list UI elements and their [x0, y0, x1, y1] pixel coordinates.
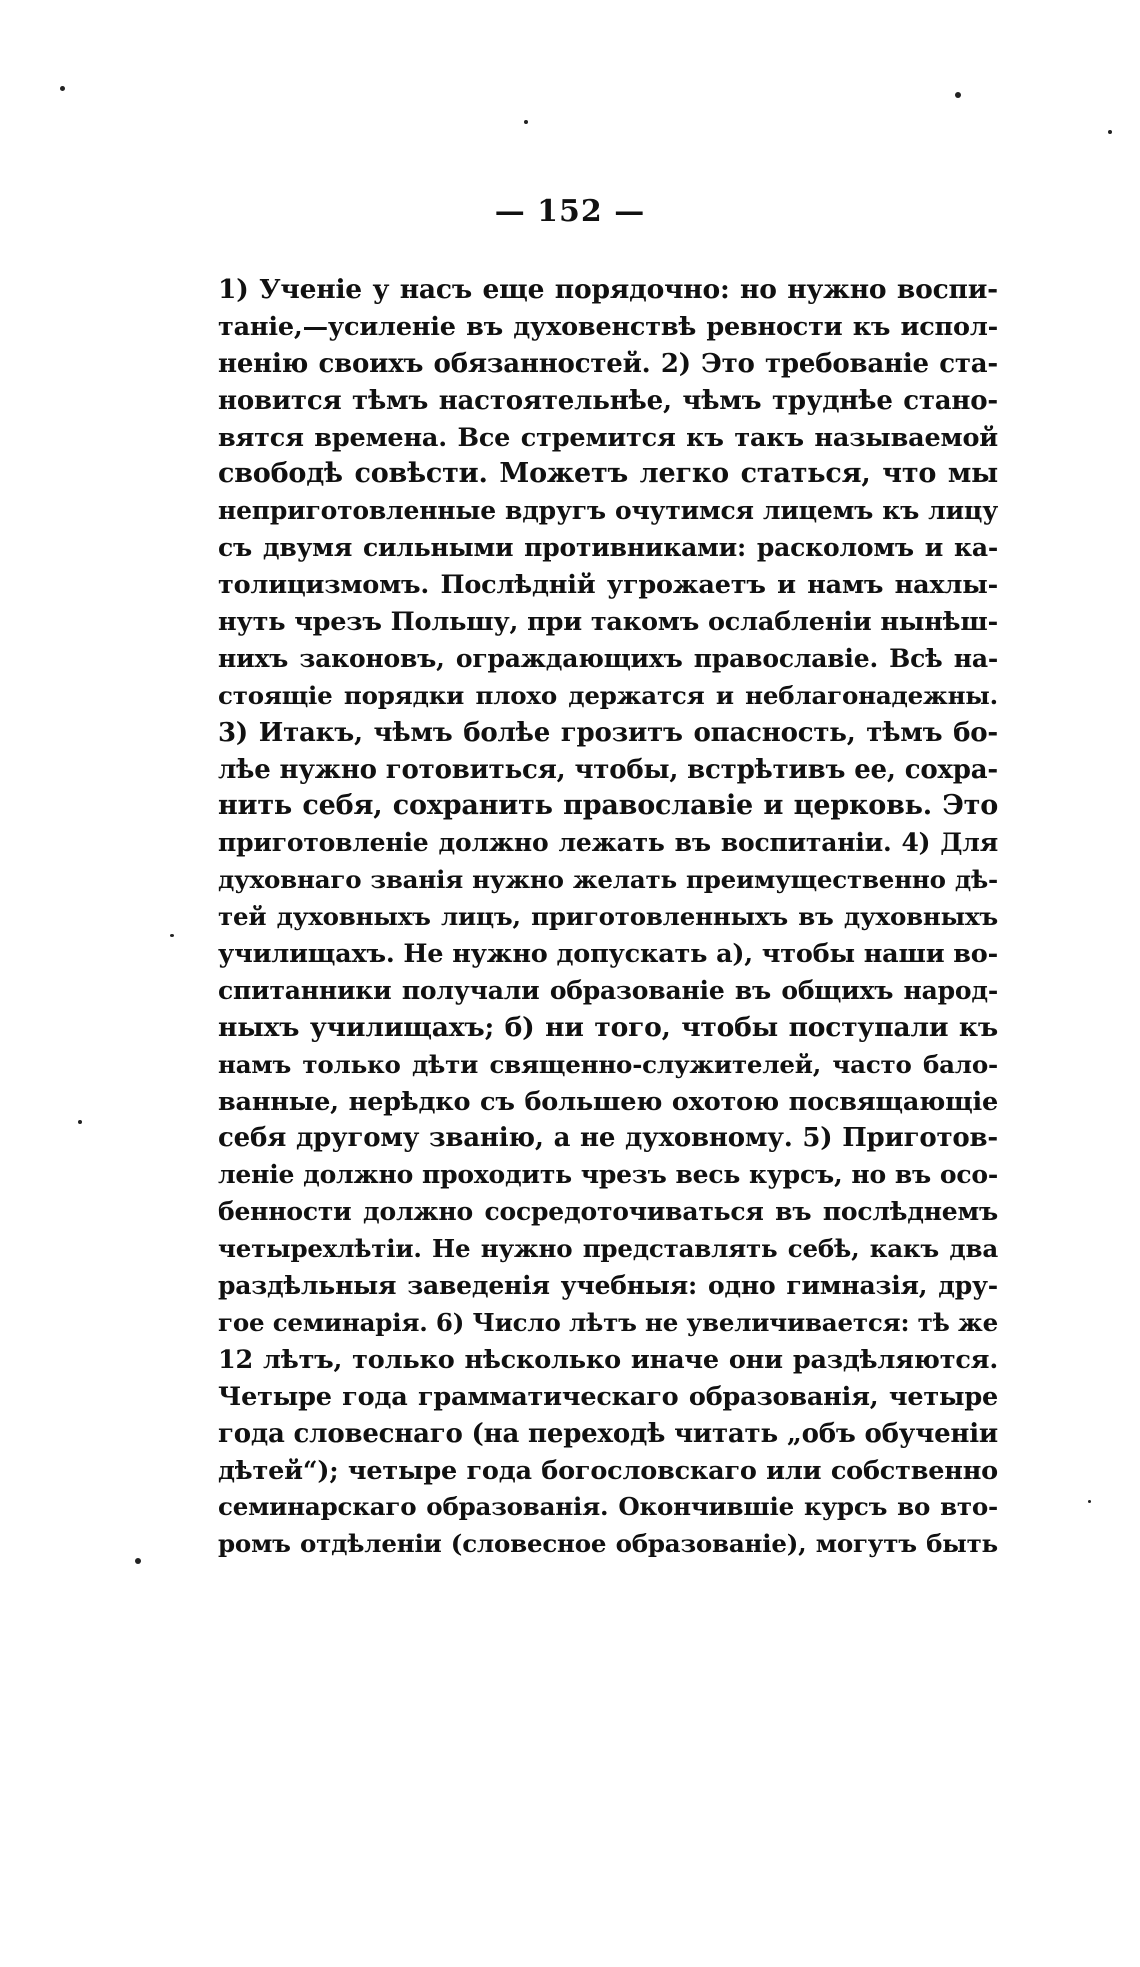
scan-speck — [170, 934, 174, 937]
text-line: себя другому званію, а не духовному. 5) Приготов- — [218, 1123, 998, 1154]
text-line: 12 лѣтъ, только нѣсколько иначе они раздѣляются. — [218, 1344, 998, 1375]
scan-speck — [135, 1558, 141, 1564]
text-line: намъ только дѣти священно-служителей, часто бало- — [218, 1049, 998, 1079]
text-line: приготовленіе должно лежать въ воспитаніи. 4) Для — [218, 828, 998, 858]
text-line: вятся времена. Все стремится къ такъ называемой — [218, 422, 998, 453]
text-line: года словеснаго (на переходѣ читать „объ обученіи — [218, 1418, 998, 1449]
text-line: нить себя, сохранить православіе и церковь. Это — [218, 790, 998, 822]
scan-speck — [78, 1120, 82, 1124]
text-line: нихъ законовъ, ограждающихъ православіе. Всѣ на- — [218, 643, 998, 673]
body-text — [218, 272, 998, 1563]
text-line: семинарскаго образованія. Окончившіе курсъ во вто- — [218, 1492, 998, 1522]
text-line: новится тѣмъ настоятельнѣе, чѣмъ труднѣе стано- — [218, 385, 998, 416]
scan-speck — [524, 120, 528, 124]
page-number: — 152 — — [494, 194, 646, 229]
text-line: ванные, нерѣдко съ большею охотою посвящающіе — [218, 1086, 998, 1117]
text-line: Четыре года грамматическаго образованія, четыре — [218, 1381, 998, 1412]
text-line: 1) Ученіе у насъ еще порядочно: но нужно воспи- — [218, 274, 998, 305]
scan-speck — [955, 92, 961, 98]
scan-speck — [1108, 130, 1112, 134]
text-line: толицизмомъ. Послѣдній угрожаетъ и намъ нахлы- — [218, 570, 998, 601]
text-line: четырехлѣтіи. Не нужно представлять себѣ, какъ два — [218, 1234, 998, 1264]
text-line: свободѣ совѣсти. Можетъ легко статься, что мы — [218, 458, 998, 490]
text-line: леніе должно проходить чрезъ весь курсъ, но въ осо- — [218, 1160, 998, 1190]
text-line: дѣтей“); четыре года богословскаго или собственно — [218, 1455, 998, 1486]
text-line: нуть чрезъ Польшу, при такомъ ослабленіи нынѣш- — [218, 607, 998, 638]
text-line: училищахъ. Не нужно допускать а), чтобы наши во- — [218, 939, 998, 970]
scan-speck — [60, 86, 65, 91]
text-line: раздѣльныя заведенія учебныя: одно гимназія, дру- — [218, 1271, 998, 1301]
text-line: ныхъ училищахъ; б) ни того, чтобы поступали къ — [218, 1011, 998, 1043]
text-line: бенности должно сосредоточиваться въ послѣднемъ — [218, 1197, 998, 1227]
text-line: ненію своихъ обязанностей. 2) Это требованіе ста- — [218, 348, 998, 379]
text-line: 3) Итакъ, чѣмъ болѣе грозитъ опасность, тѣмъ бо- — [218, 717, 998, 748]
text-line: спитанники получали образованіе въ общихъ народ- — [218, 975, 998, 1005]
text-line: съ двумя сильными противниками: расколомъ и ка- — [218, 533, 998, 563]
text-line: тей духовныхъ лицъ, приготовленныхъ въ духовныхъ — [218, 902, 998, 932]
text-line: неприготовленные вдругъ очутимся лицемъ къ лицу — [218, 496, 998, 526]
text-line: таніе,—усиленіе въ духовенствѣ ревности къ испол- — [218, 311, 998, 342]
scan-speck — [1088, 1500, 1091, 1503]
text-line: духовнаго званія нужно желать преимущественно дѣ- — [218, 865, 998, 895]
text-line: ромъ отдѣленіи (словесное образованіе), могутъ быть — [218, 1529, 998, 1559]
text-line: стоящіе порядки плохо держатся и неблагонадежны. — [218, 680, 998, 710]
text-line: гое семинарія. 6) Число лѣтъ не увеличивается: тѣ же — [218, 1307, 998, 1337]
text-line: лѣе нужно готовиться, чтобы, встрѣтивъ ее, сохра- — [218, 754, 998, 785]
